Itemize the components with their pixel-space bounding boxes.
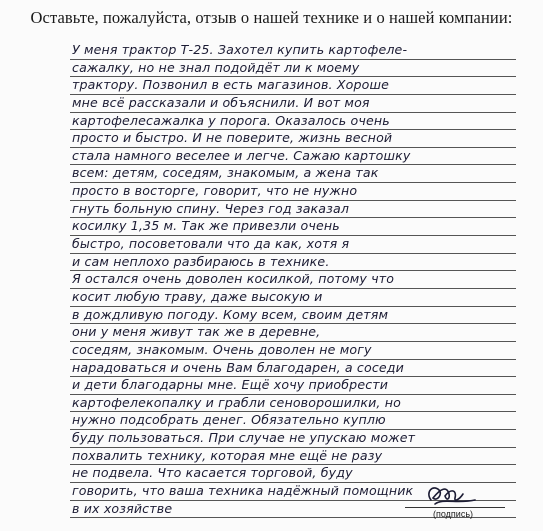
- review-line-text: нужно подсобрать денег. Обязательно куплю: [72, 412, 386, 428]
- signature-caption: (подпись): [433, 509, 474, 519]
- review-line-text: говорить, что ваша техника надёжный помощник: [72, 483, 414, 499]
- review-line: [70, 324, 516, 342]
- review-line-text: и дети благодарны мне. Ещё хочу приобрести: [72, 377, 389, 393]
- review-line-text: косилку 1,35 м. Так же привезли очень: [72, 218, 340, 234]
- handwritten-review: [70, 42, 516, 518]
- review-line: [70, 360, 516, 378]
- review-line: [70, 377, 516, 395]
- review-line: [70, 271, 516, 289]
- review-line: [70, 236, 516, 254]
- review-line: [70, 165, 516, 183]
- review-line: [70, 289, 516, 307]
- review-line-text: в дождливую погоду. Кому всем, своим детям: [72, 306, 389, 322]
- review-line-text: они у меня живут так же в деревне,: [72, 324, 321, 340]
- review-line: [70, 183, 516, 201]
- review-line-text: картофелекопалку и грабли сеноворошилки, но: [72, 394, 401, 410]
- review-line-text: гнуть больную спину. Через год заказал: [72, 200, 350, 216]
- review-line-text: нарадоваться и очень Вам благодарен, а соседи: [72, 359, 405, 375]
- review-line: [70, 430, 516, 448]
- review-line-text: быстро, посоветовали что да как, хотя я: [72, 236, 350, 252]
- review-line: [70, 130, 516, 148]
- review-line-text: косит любую траву, даже высокую и: [72, 288, 323, 304]
- review-line: [70, 254, 516, 272]
- review-line-text: буду пользоваться. При случае не упускаю может: [72, 430, 416, 446]
- review-line: [70, 307, 516, 325]
- review-line-text: похвалить технику, которая мне ещё не разу: [72, 447, 383, 463]
- review-line-text: не подвела. Что касается торговой, буду: [72, 465, 353, 481]
- review-line-text: всем: детям, соседям, знакомым, а жена так: [72, 165, 379, 181]
- review-line-text: стала намного веселее и легче. Сажаю картошку: [72, 147, 411, 163]
- review-line: [70, 218, 516, 236]
- review-line: [70, 60, 516, 78]
- review-line-text: У меня трактор Т-25. Захотел купить картофеле-: [72, 42, 408, 57]
- review-line-text: Я остался очень доволен косилкой, потому что: [72, 271, 395, 287]
- review-line: [70, 113, 516, 131]
- handwritten-signature: [423, 478, 483, 510]
- review-line-text: в их хозяйстве: [72, 500, 173, 516]
- review-line: [70, 42, 516, 60]
- review-line: [70, 448, 516, 466]
- review-line-text: мне всё рассказали и объяснили. И вот моя: [72, 94, 370, 110]
- review-line: [70, 77, 516, 95]
- review-line-text: просто в восторге, говорит, что не нужно: [72, 183, 358, 199]
- review-line-text: трактору. Позвонил в есть магазинов. Хороше: [72, 77, 390, 93]
- signature-area: [405, 478, 515, 528]
- review-line: [70, 342, 516, 360]
- signature-line: [405, 507, 505, 508]
- review-line-text: сажалку, но не знал подойдёт ли к моему: [72, 59, 360, 75]
- review-line: [70, 95, 516, 113]
- review-line: [70, 395, 516, 413]
- review-line-text: соседям, знакомым. Очень доволен не могу: [72, 341, 372, 357]
- review-line: [70, 148, 516, 166]
- review-line-text: картофелесажалка у порога. Оказалось очень: [72, 112, 390, 128]
- review-line-text: просто и быстро. И не поверите, жизнь весной: [72, 130, 393, 146]
- review-line-text: и сам неплохо разбираюсь в технике.: [72, 253, 330, 269]
- review-line: [70, 201, 516, 219]
- form-header: Оставьте, пожалуйста, отзыв о нашей технике и о нашей компании:: [30, 8, 513, 27]
- review-line: [70, 412, 516, 430]
